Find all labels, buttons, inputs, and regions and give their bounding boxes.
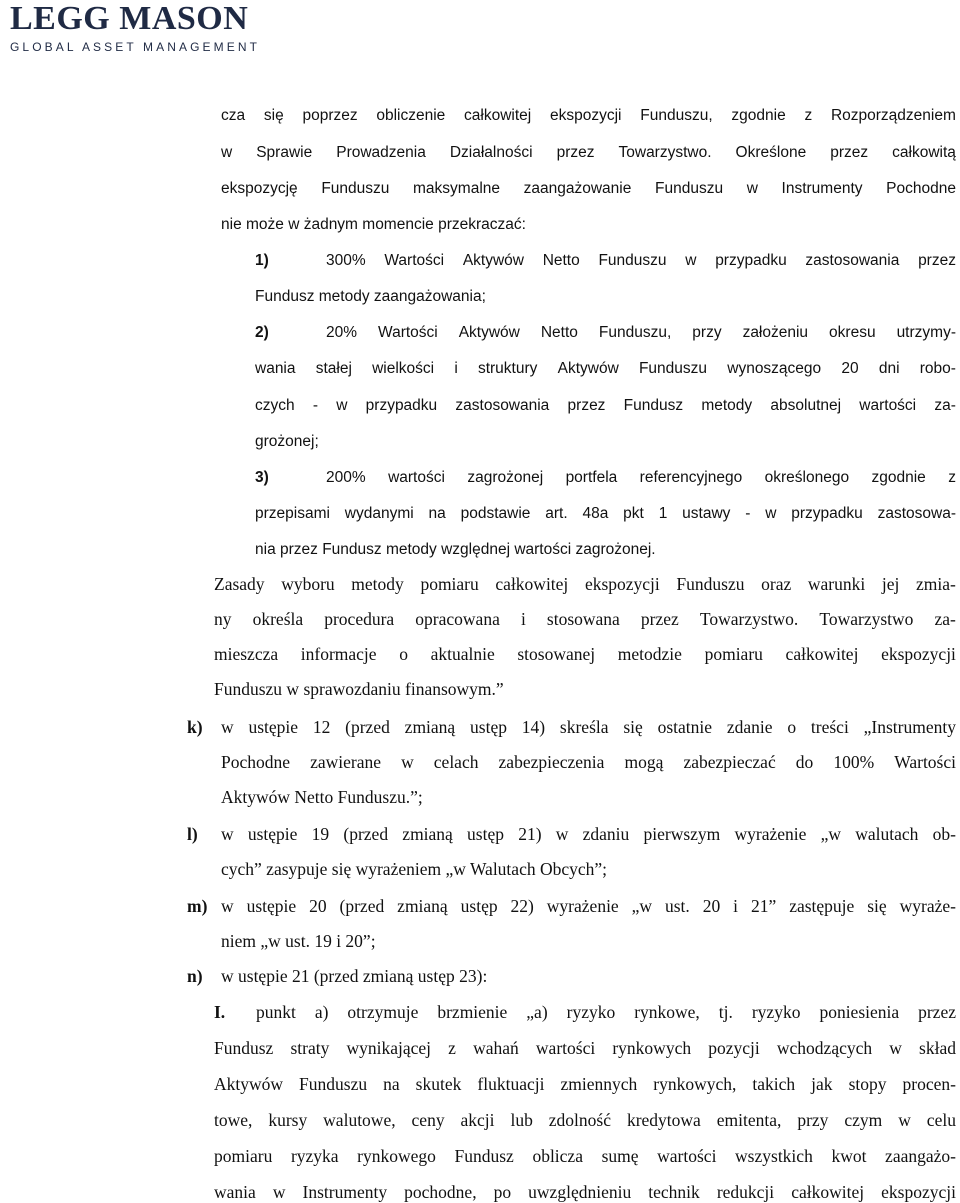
text-line: przepisami wydanymi na podstawie art. 48a pkt 1 ustawy - w przypadku zastosowa- [255, 505, 956, 522]
text-line: niem „w ust. 19 i 20”; [221, 931, 376, 951]
text-line: wania stałej wielkości i struktury Aktywów Funduszu wynoszącego 20 dni robo- [255, 360, 956, 377]
logo-wordmark: LEGG MASON [10, 0, 249, 37]
logo-tagline: GLOBAL ASSET MANAGEMENT [10, 40, 261, 54]
text-line: w Sprawie Prowadzenia Działalności przez Towarzystwo. Określone przez całkowitą [221, 144, 956, 161]
text-line: czych - w przypadku zastosowania przez Fundusz metody absolutnej wartości za- [255, 397, 956, 414]
list-roman: I. [214, 1002, 226, 1022]
text-line: Aktywów Funduszu na skutek fluktuacji zmiennych rynkowych, takich jak stopy procen- [214, 1074, 956, 1094]
text-line: Aktywów Netto Funduszu.”; [221, 787, 423, 807]
list-letter: k) [187, 717, 203, 737]
text-line: pomiaru ryzyka rynkowego Fundusz oblicza sumę wartości wszystkich kwot zaangażo- [214, 1146, 956, 1166]
text-line: cych” zasypuje się wyrażeniem „w Walutach Obcych”; [221, 859, 608, 879]
text-line: Fundusz straty wynikającej z wahań wartości rynkowych pozycji wchodzących w skład [214, 1038, 956, 1058]
list-letter: n) [187, 966, 203, 986]
text-line: wania w Instrumenty pochodne, po uwzględnieniu technik redukcji całkowitej ekspozycji [214, 1182, 956, 1202]
text-line: 200% wartości zagrożonej portfela referencyjnego określonego zgodnie z [326, 469, 956, 486]
text-line: nia przez Fundusz metody względnej wartości zagrożonej. [255, 541, 656, 558]
list-letter: l) [187, 824, 198, 844]
text-line: w ustępie 19 (przed zmianą ustęp 21) w zdaniu pierwszym wyrażenie „w walutach ob- [221, 824, 956, 844]
text-line: Pochodne zawierane w celach zabezpieczenia mogą zabezpieczać do 100% Wartości [221, 752, 956, 772]
text-line: Fundusz metody zaangażowania; [255, 288, 486, 305]
text-line: towe, kursy walutowe, ceny akcji lub zdolność kredytowa emitenta, przy czym w celu [214, 1110, 956, 1130]
text-line: 20% Wartości Aktywów Netto Funduszu, przy założeniu okresu utrzymy- [326, 324, 956, 341]
list-number: 2) [255, 324, 269, 341]
list-number: 1) [255, 252, 269, 269]
text-line: mieszcza informacje o aktualnie stosowanej metodzie pomiaru całkowitej ekspozycji [214, 644, 956, 664]
text-line: ny określa procedura opracowana i stosowana przez Towarzystwo. Towarzystwo za- [214, 609, 956, 629]
text-line: nie może w żadnym momencie przekraczać: [221, 216, 526, 233]
text-line: 300% Wartości Aktywów Netto Funduszu w przypadku zastosowania przez [326, 252, 956, 269]
text-line: punkt a) otrzymuje brzmienie „a) ryzyko rynkowe, tj. ryzyko poniesienia przez [256, 1002, 956, 1022]
text-line: Zasady wyboru metody pomiaru całkowitej ekspozycji Funduszu oraz warunki jej zmia- [214, 574, 956, 594]
list-number: 3) [255, 469, 269, 486]
text-line: w ustępie 12 (przed zmianą ustęp 14) skreśla się ostatnie zdanie o treści „Instrumenty [221, 717, 956, 737]
text-line: Funduszu w sprawozdaniu finansowym.” [214, 679, 504, 699]
text-line: grożonej; [255, 433, 319, 450]
text-line: w ustępie 21 (przed zmianą ustęp 23): [221, 966, 488, 986]
text-line: cza się poprzez obliczenie całkowitej ekspozycji Funduszu, zgodnie z Rozporządzeniem [221, 107, 956, 124]
list-letter: m) [187, 896, 208, 916]
text-line: ekspozycję Funduszu maksymalne zaangażowanie Funduszu w Instrumenty Pochodne [221, 180, 956, 197]
text-line: w ustępie 20 (przed zmianą ustęp 22) wyrażenie „w ust. 20 i 21” zastępuje się wyraże- [221, 896, 956, 916]
